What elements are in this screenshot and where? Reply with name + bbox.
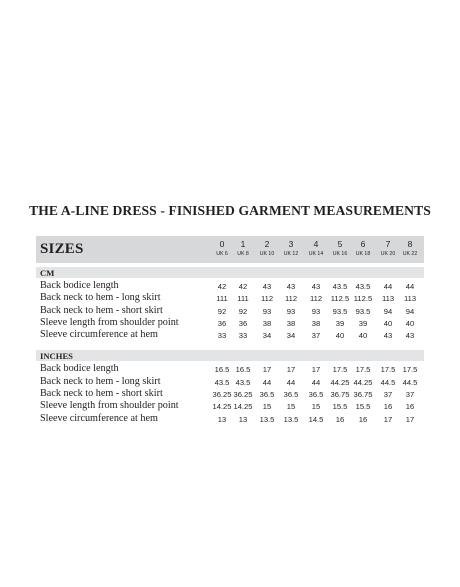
measurement-cell: 17 [405, 414, 415, 424]
measurement-cell: 112 [309, 294, 323, 304]
uk-size-label: UK 10 [259, 251, 275, 257]
measurement-cell: 44 [383, 282, 393, 291]
measurement-cell: 43 [311, 282, 321, 291]
measurement-cell: 93 [262, 306, 272, 316]
uk-size-label: UK 12 [283, 251, 299, 257]
uk-size-label: UK 14 [308, 251, 324, 257]
measurement-cell: 17 [262, 365, 272, 375]
row-label: Back bodice length [40, 280, 119, 291]
measurement-cell: 93.5 [332, 306, 348, 316]
table-row [36, 413, 424, 425]
row-label: Back neck to hem - long skirt [40, 375, 161, 387]
uk-size-label: UK 20 [380, 251, 396, 257]
measurement-cell: 36.5 [283, 390, 299, 400]
table-row [36, 376, 424, 388]
measurement-cell: 17 [383, 414, 393, 424]
table-row [36, 280, 424, 292]
measurement-cell: 37 [383, 390, 393, 400]
measurement-cell: 34 [286, 331, 296, 341]
page-title: THE A-LINE DRESS - FINISHED GARMENT MEASUREMENTS [29, 203, 431, 218]
measurement-cell: 93 [286, 306, 296, 316]
measurement-cell: 15 [286, 402, 296, 412]
row-label: Back bodice length [40, 363, 119, 375]
table-row [36, 363, 424, 375]
size-number: 0 [219, 239, 225, 249]
size-number: 3 [288, 239, 294, 249]
measurement-cell: 40 [335, 331, 345, 341]
size-number: 8 [407, 239, 413, 249]
measurement-cell: 44.5 [402, 377, 418, 387]
measurement-cell: 94 [383, 306, 393, 316]
measurement-cell: 34 [262, 331, 272, 341]
measurement-cell: 13.5 [259, 414, 275, 424]
table-row [36, 400, 424, 412]
measurement-cell: 44.25 [330, 377, 350, 387]
measurement-cell: 16 [335, 414, 345, 424]
measurement-cell: 112 [260, 294, 274, 304]
measurement-cell: 36.5 [259, 390, 275, 400]
measurement-cell: 17 [311, 365, 321, 375]
measurement-cell: 112.5 [330, 294, 350, 304]
measurement-cell: 43.5 [355, 282, 371, 291]
measurement-cell: 15.5 [332, 402, 348, 412]
measurement-cell: 43 [286, 282, 296, 291]
measurement-cell: 36.25 [233, 390, 253, 400]
row-label: Sleeve length from shoulder point [40, 400, 179, 412]
section-header: INCHES [36, 350, 424, 361]
measurement-cell: 17.5 [380, 365, 396, 375]
measurement-cell: 93 [311, 306, 321, 316]
uk-size-label: UK 6 [216, 251, 228, 257]
measurement-cell: 111 [237, 294, 249, 304]
measurement-cell: 44 [286, 377, 296, 387]
measurement-cell: 36 [238, 318, 248, 328]
measurement-cell: 36.75 [353, 390, 373, 400]
size-number: 5 [337, 239, 343, 249]
size-number: 4 [313, 239, 319, 249]
measurement-cell: 40 [358, 331, 368, 341]
uk-size-label: UK 22 [402, 251, 418, 257]
measurement-cell: 17.5 [355, 365, 371, 375]
uk-size-label: UK 8 [237, 251, 249, 257]
measurement-cell: 113 [403, 294, 417, 304]
measurement-cell: 112.5 [353, 294, 373, 304]
table-row [36, 305, 424, 317]
row-label: Back neck to hem - long skirt [40, 292, 161, 304]
measurement-cell: 16 [358, 414, 368, 424]
measurement-cell: 43.5 [235, 377, 251, 387]
measurement-cell: 38 [262, 318, 272, 328]
measurement-cell: 13 [217, 414, 227, 424]
table-row [36, 317, 424, 329]
measurement-cell: 15 [262, 402, 272, 412]
measurement-cell: 14.25 [233, 402, 253, 412]
row-label: Back neck to hem - short skirt [40, 388, 163, 400]
measurement-cell: 43.5 [332, 282, 348, 291]
measurement-cell: 44 [262, 377, 272, 387]
measurement-cell: 37 [311, 331, 321, 341]
size-number: 7 [385, 239, 391, 249]
table-row [36, 388, 424, 400]
measurement-cell: 43 [405, 331, 415, 341]
measurement-cell: 14.25 [212, 402, 232, 412]
row-label: Sleeve circumference at hem [40, 329, 158, 341]
measurement-cell: 42 [238, 282, 248, 291]
measurement-cell: 17 [286, 365, 296, 375]
measurement-cell: 38 [286, 318, 296, 328]
measurement-cell: 43 [262, 282, 272, 291]
table-row [36, 329, 424, 341]
sizes-header [36, 236, 424, 263]
row-label: Back neck to hem - short skirt [40, 304, 163, 316]
size-number: 6 [360, 239, 366, 249]
measurement-cell: 13.5 [283, 414, 299, 424]
measurement-cell: 93.5 [355, 306, 371, 316]
measurement-cell: 44.25 [353, 377, 373, 387]
table-row [36, 292, 424, 304]
measurement-cell: 16 [383, 402, 393, 412]
row-label: Sleeve circumference at hem [40, 412, 158, 424]
measurement-cell: 33 [217, 331, 227, 341]
measurements-table [36, 236, 424, 425]
uk-size-label: UK 18 [355, 251, 371, 257]
measurement-cell: 36 [217, 318, 227, 328]
measurement-cell: 111 [216, 294, 228, 304]
section-header: CM [36, 267, 424, 278]
measurement-cell: 38 [311, 318, 321, 328]
measurement-cell: 13 [238, 414, 248, 424]
measurement-cell: 33 [238, 331, 248, 341]
measurement-cell: 17.5 [332, 365, 348, 375]
measurement-cell: 112 [284, 294, 298, 304]
measurement-cell: 37 [405, 390, 415, 400]
measurement-cell: 16.5 [235, 365, 251, 375]
measurement-cell: 42 [217, 282, 227, 291]
row-label: Sleeve length from shoulder point [40, 316, 179, 328]
measurement-cell: 14.5 [308, 414, 324, 424]
measurement-cell: 15.5 [355, 402, 371, 412]
measurement-cell: 44 [405, 282, 415, 291]
measurement-cell: 16 [405, 402, 415, 412]
measurement-cell: 92 [217, 306, 227, 316]
measurement-cell: 43 [383, 331, 393, 341]
measurement-cell: 15 [311, 402, 321, 412]
measurement-cell: 40 [405, 318, 415, 328]
measurement-cell: 36.5 [308, 390, 324, 400]
measurement-cell: 40 [383, 318, 393, 328]
measurement-cell: 39 [358, 318, 368, 328]
measurement-cell: 113 [381, 294, 395, 304]
uk-size-label: UK 16 [332, 251, 348, 257]
measurement-cell: 94 [405, 306, 415, 316]
measurement-cell: 36.75 [330, 390, 350, 400]
measurement-cell: 16.5 [214, 365, 230, 375]
sizes-label: SIZES [40, 241, 84, 257]
measurement-cell: 39 [335, 318, 345, 328]
measurement-cell: 36.25 [212, 390, 232, 400]
measurement-cell: 44.5 [380, 377, 396, 387]
size-number: 2 [264, 239, 270, 249]
measurement-cell: 17.5 [402, 365, 418, 375]
size-number: 1 [240, 239, 246, 249]
measurement-cell: 92 [238, 306, 248, 316]
measurement-cell: 43.5 [214, 377, 230, 387]
measurement-cell: 44 [311, 377, 321, 387]
